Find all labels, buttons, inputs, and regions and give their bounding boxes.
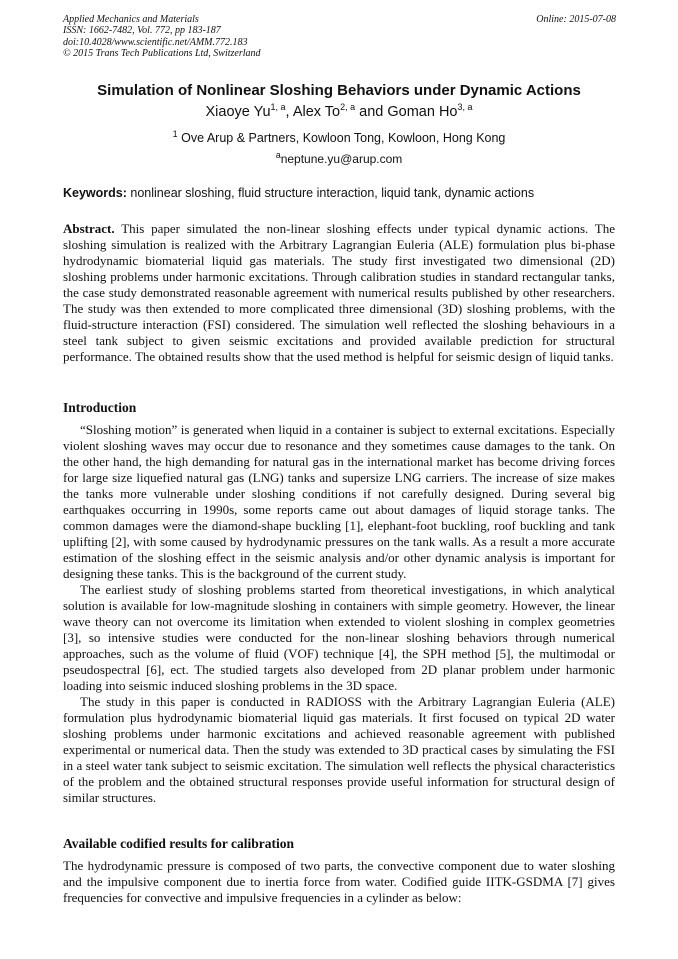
intro-paragraph: The earliest study of sloshing problems started from theoretical investigations, in which analytical solution is available for low-magnitude sloshing in containers with simple geometry. However, the linear wave theory can not overcome its limitation when extended to violent sloshing in complex geometries [3], so intensive studies were conducted for the non-linear sloshing behaviors through numerical approaches, such as the volume of fluid (VOF) technique [4], the SPH method [5], the multimodal or pseudospectral [6], ect. The studied targets also developed from 2D planar problem under harmonic loading into seismic induced sloshing problems in the 3D space. [63,582,615,693]
calibration-paragraph: The hydrodynamic pressure is composed of two parts, the convective component due to water sloshing and the impulsive component due to inertia force from water. Codified guide IITK-GSDMA [7] gives frequencies for convective and impulsive frequencies in a cylinder as below: [63,858,615,905]
author-list [40,104,638,120]
journal-issn: ISSN: 1662-7482, Vol. 772, pp 183-187 [63,25,221,37]
paper-title: Simulation of Nonlinear Sloshing Behaviors under Dynamic Actions [97,82,581,99]
online-date: Online: 2015-07-08 [536,14,616,25]
affiliation [40,128,638,145]
journal-doi: doi:10.4028/www.scientific.net/AMM.772.183 [63,36,248,48]
abstract [63,221,615,365]
journal-header [63,14,261,60]
email-line [40,152,638,166]
intro-paragraph: “Sloshing motion” is generated when liquid in a container is subject to external excitations. Especially violent sloshing waves may occur due to resonance and they sometimes cause damages to the tank. On the other hand, the high demanding for natural gas in the international market has become driving forces for large size liquefied natural gas (LNG) tanks and supersize LNG carriers. The increase of size makes the tanks more vulnerable under sloshing conditions if not carefully designed. During several big earthquakes occurring in 1990s, some reports came out about damages of liquid storage tanks. The common damages were the diamond-shape buckling [1], elephant-foot buckling, roof buckling and tank uplifting [2], with some caused by hydrodynamic pressures on the tank walls. As a result a more accurate estimation of the sloshing effect in the seismic analysis and/or other dynamic analysis is important for designing these tanks. This is the background of the current study. [63,422,615,581]
calibration-body [63,858,615,906]
journal-copyright: © 2015 Trans Tech Publications Ltd, Switzerland [63,48,261,60]
abstract-text: This paper simulated the non-linear sloshing effects under typical dynamic actions. The sloshing simulation is realized with the Arbitrary Lagrangian Euleria (ALE) formulation plus bi-phase hydrodynamic biomaterial liquid gas materials. The study first investigated two dimensional (2D) sloshing problems under harmonic excitations. Through calibration studies in standard rectangular tanks, the case study demonstrated reasonable agreement with numerical results published by other researchers. The study was then extended to more complicated three dimensional (3D) sloshing problems, with the fluid-structure interaction (FSI) considered. The simulation well reflected the sloshing behaviours in a steel tank subject to given seismic excitations and provided available prediction for structural performance. The obtained results show that the used method is helpful for seismic design of liquid tanks. [63,221,616,364]
affiliation-mark: 1 [172,128,178,139]
introduction-heading: Introduction [63,400,137,415]
keywords [63,186,615,200]
author-name: Alex To [292,104,341,120]
author-affiliation-mark: 1, a [270,102,286,113]
abstract-label: Abstract. [63,221,115,236]
email-mark: a [275,150,281,160]
author-affiliation-mark: 3, a [457,102,473,113]
affiliation-text: Ove Arup & Partners, Kowloon Tong, Kowloon, Hong Kong [181,131,506,145]
author-name: Xiaoye Yu [205,104,271,120]
keywords-text: nonlinear sloshing, fluid structure interaction, liquid tank, dynamic actions [130,186,535,200]
email-address: neptune.yu@arup.com [280,152,403,166]
calibration-heading: Available codified results for calibration [63,836,294,851]
intro-paragraph: The study in this paper is conducted in RADIOSS with the Arbitrary Lagrangian Euleria (ALE) formulation plus hydrodynamic biomaterial liquid gas materials. It first focused on typical 2D water sloshing problems under harmonic excitations and achieved reasonable agreement with published experimental or numerical data. Then the study was extended to 3D practical cases by simulating the FSI in a steel water tank subject to seismic excitation. The simulation well reflects the physical characteristics of the problem and the obtained structural responses provide useful information for structural design of similar structures. [63,694,615,805]
author-separator: and [355,104,388,120]
author-separator: , [285,104,293,120]
journal-name: Applied Mechanics and Materials [63,14,199,25]
introduction-body [63,422,615,806]
keywords-label: Keywords: [63,186,127,200]
author-affiliation-mark: 2, a [340,102,356,113]
author-name: Goman Ho [387,104,458,120]
